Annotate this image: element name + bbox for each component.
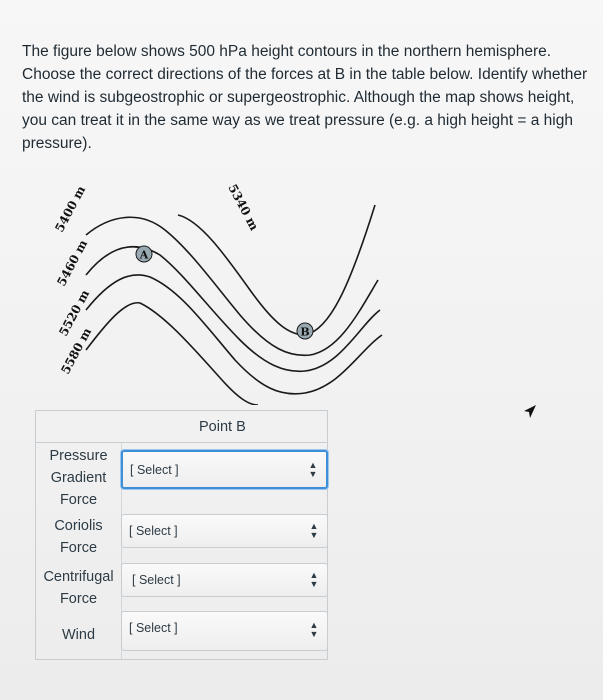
coriolis-force-select-value: [ Select ] — [129, 524, 178, 538]
select-arrows-icon: ▲ ▼ — [309, 620, 319, 639]
label-5400: 5400 m — [52, 183, 89, 235]
pressure-gradient-force-select[interactable] — [121, 450, 328, 489]
contour-5340 — [178, 205, 375, 335]
wind-select[interactable] — [121, 611, 328, 651]
label-5340: 5340 m — [225, 181, 262, 233]
mouse-cursor-icon — [520, 403, 538, 421]
point-b-marker — [297, 323, 313, 339]
row-label-centrifugal-force: Centrifugal Force — [43, 569, 114, 607]
select-arrows-icon: ▲ ▼ — [308, 460, 318, 479]
select-arrows-icon: ▲ ▼ — [309, 570, 319, 589]
point-a-label: A — [139, 248, 149, 262]
label-5460: 5460 m — [54, 237, 91, 289]
centrifugal-force-select[interactable] — [121, 563, 328, 597]
point-b-label: B — [300, 325, 310, 339]
row-label-coriolis-force: Coriolis Force — [54, 518, 103, 556]
contour-5400 — [86, 217, 378, 355]
coriolis-force-select[interactable] — [121, 514, 328, 548]
wind-select-value: [ Select ] — [129, 621, 178, 635]
contour-5580 — [86, 303, 258, 405]
table-header-row — [35, 410, 328, 442]
label-5580: 5580 m — [58, 325, 95, 377]
centrifugal-force-select-value: [ Select ] — [132, 573, 181, 587]
height-contour-figure — [0, 175, 603, 405]
table-header-point-b: Point B — [199, 419, 246, 435]
row-label-pressure-gradient-force: Pressure Gradient Force — [49, 448, 108, 508]
label-5520: 5520 m — [56, 287, 93, 339]
contour-map — [0, 175, 603, 405]
row-label-wind: Wind — [61, 627, 96, 643]
point-a-marker — [136, 246, 152, 262]
question-text: The figure below shows 500 hPa height contours in the northern hemisphere. Choose the correct directions of the forces at B in the table below. Identify whether the wind is subgeostrophic or supergeostrophic. Although the map shows height, you can treat it in the same way as we treat pressure (e.g. a high height = a high pressure). — [22, 43, 588, 152]
pressure-gradient-force-select-value: [ Select ] — [130, 463, 179, 477]
select-arrows-icon: ▲ ▼ — [309, 521, 319, 540]
